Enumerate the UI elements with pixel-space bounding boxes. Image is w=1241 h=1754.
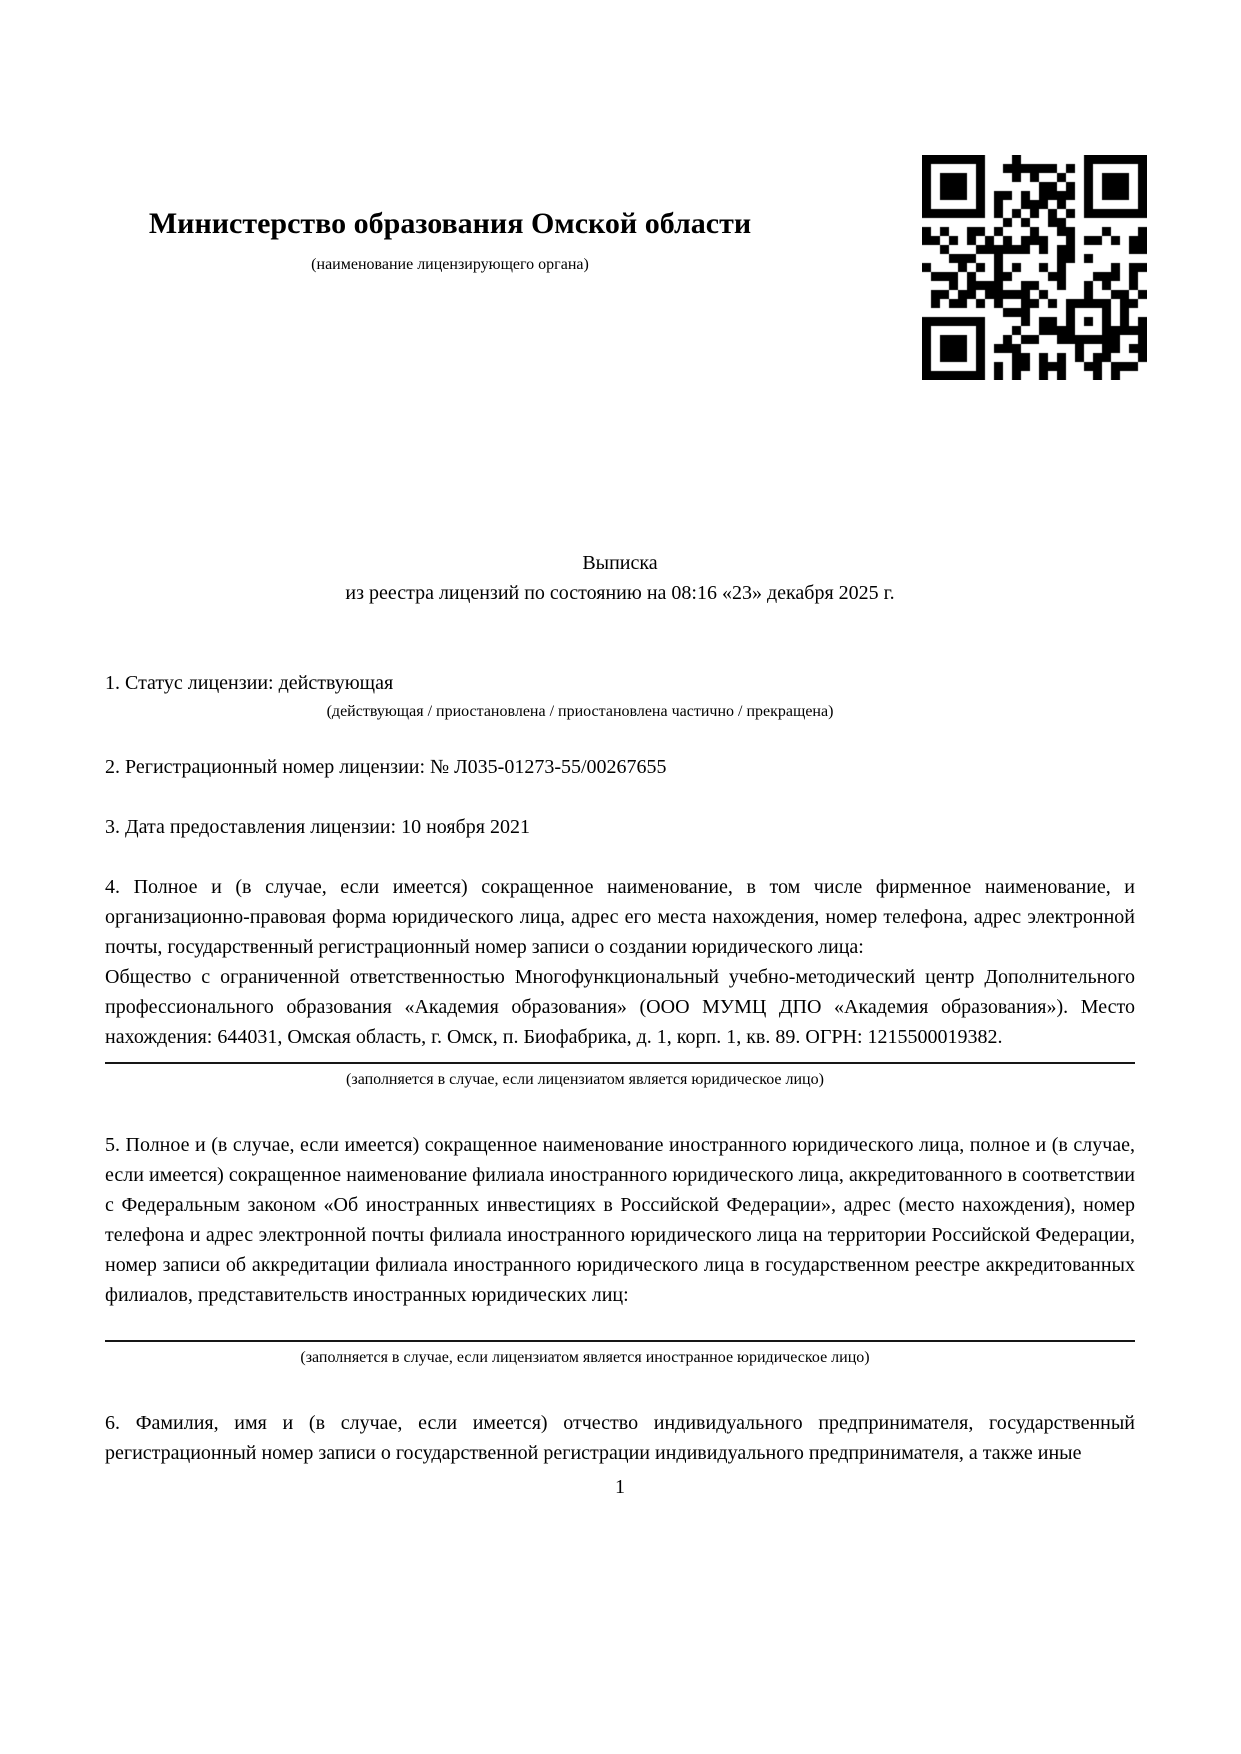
foreign-entity-caption: (заполняется в случае, если лицензиатом является иностранное юридическое лицо) bbox=[300, 1349, 870, 1366]
item-individual-entrepreneur: 6. Фамилия, имя и (в случае, если имеется) отчество индивидуального предпринимателя, государственный регистрационный номер записи о государственной регистрации индивидуального предпринимателя, а также иные bbox=[105, 1412, 1135, 1464]
legal-entity-prompt: 4. Полное и (в случае, если имеется) сокращенное наименование, в том числе фирменное наименование, и организационно-правовая форма юридического лица, адрес его места нахождения, номер телефона, адрес электронной почты, государственный регистрационный номер записи о создании юридического лица: bbox=[105, 876, 1135, 958]
license-status-caption: (действующая / приостановлена / приостановлена частично / прекращена) bbox=[326, 703, 834, 720]
foreign-entity-prompt: 5. Полное и (в случае, если имеется) сокращенное наименование иностранного юридического лица, полное и (в случае, если имеется) сокращенное наименование филиала иностранного юридического лица, аккредитованного в соответствии с Федеральным законом «Об иностранных инвестициях в Российской Федерации», адрес (место нахождения), номер телефона и адрес электронной почты филиала иностранного юридического лица на территории Российской Федерации, номер записи об аккредитации филиала иностранного юридического лица в государственном реестре аккредитованных филиалов, представительств иностранных юридических лиц: bbox=[105, 1134, 1135, 1306]
licensing-authority-name: Министерство образования Омской области bbox=[148, 207, 752, 240]
legal-entity-fill-line bbox=[105, 1062, 1135, 1064]
qr-code-icon bbox=[922, 155, 1147, 380]
item-license-status bbox=[105, 668, 1135, 724]
item-foreign-entity bbox=[105, 1130, 1135, 1370]
extract-title: Выписка bbox=[582, 552, 658, 574]
legal-entity-caption: (заполняется в случае, если лицензиатом является юридическое лицо) bbox=[346, 1071, 824, 1088]
extract-heading bbox=[105, 548, 1135, 608]
licensing-authority-block bbox=[125, 201, 775, 276]
item-registration-number: 2. Регистрационный номер лицензии: № Л035-01273-55/00267655 bbox=[105, 756, 667, 778]
foreign-entity-fill-line bbox=[105, 1340, 1135, 1342]
license-status-text: 1. Статус лицензии: действующая bbox=[105, 672, 394, 694]
document-header bbox=[105, 155, 1135, 380]
item-legal-entity bbox=[105, 872, 1135, 1092]
item-grant-date: 3. Дата предоставления лицензии: 10 ноября 2021 bbox=[105, 816, 530, 838]
licensing-authority-caption: (наименование лицензирующего органа) bbox=[311, 256, 589, 273]
page-number: 1 bbox=[615, 1476, 625, 1498]
legal-entity-value: Общество с ограниченной ответственностью Многофункциональный учебно-методический центр Дополнительного профессионального образования «Академия образования» (ООО МУМЦ ДПО «Академия образования»). Место нахождения: 644031, Омская область, г. Омск, п. Биофабрика, д. 1, корп. 1, кв. 89. ОГРН: 1215500019382. bbox=[105, 966, 1135, 1048]
extract-subtitle: из реестра лицензий по состоянию на 08:16 «23» декабря 2025 г. bbox=[345, 582, 895, 604]
